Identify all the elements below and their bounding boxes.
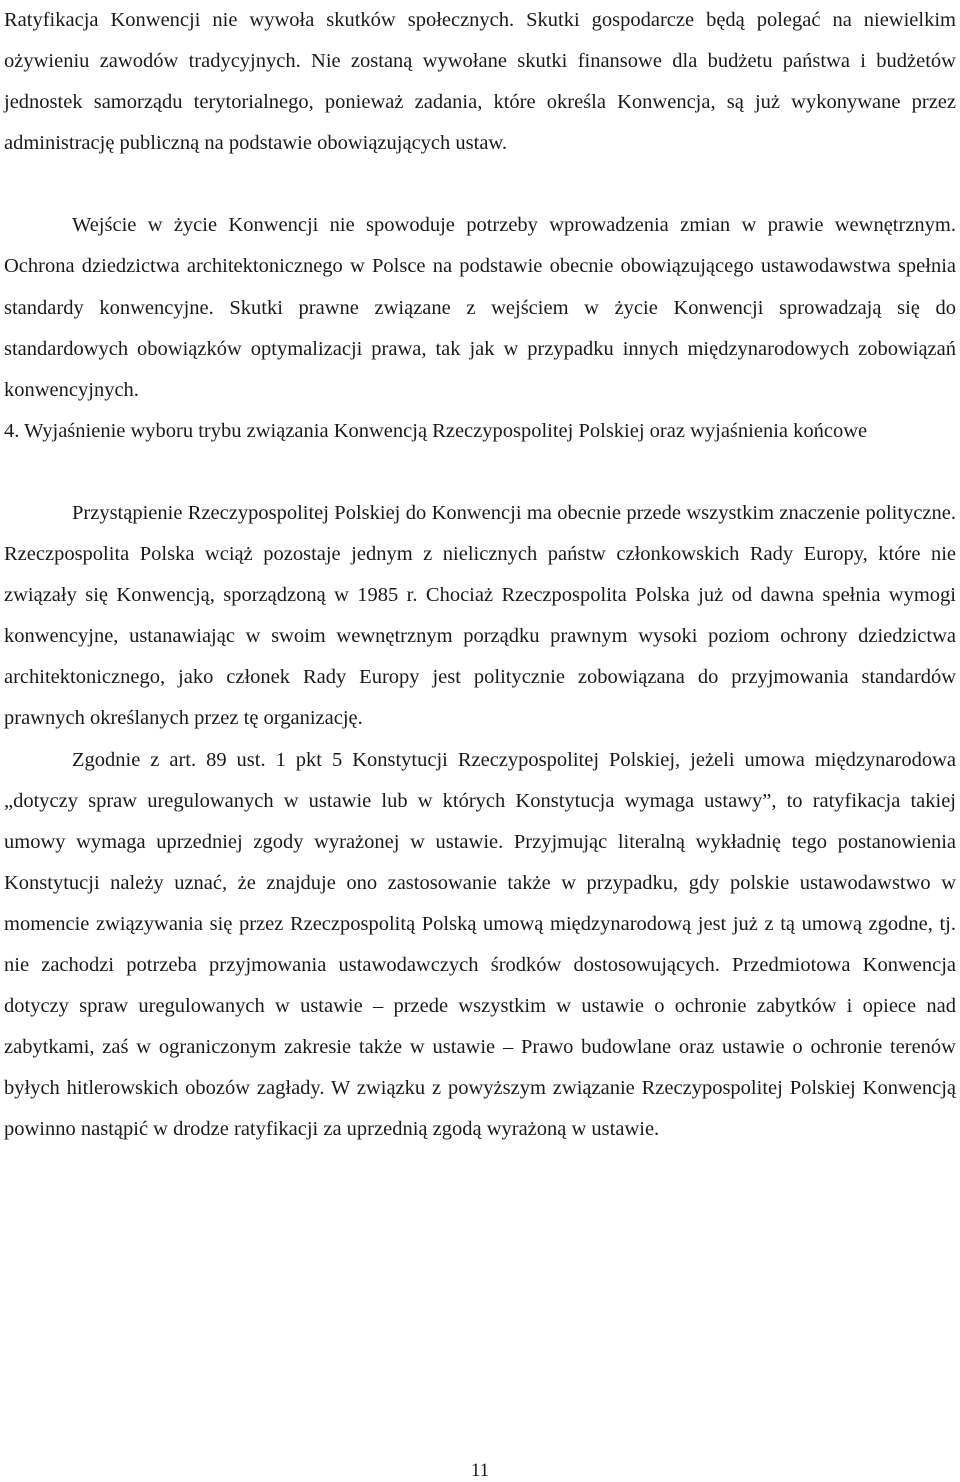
paragraph-legal-effects: Wejście w życie Konwencji nie spowoduje potrzeby wprowadzenia zmian w prawie wewnętrznym. Ochrona dziedzictwa architektonicznego w Polsce na podstawie obecnie obowiązującego ustawodawstwa spełnia standardy konwencyjne. Skutki prawne związane z wejściem w życie Konwencji sprowadzają się do standardowych obowiązków optymalizacji prawa, tak jak w przypadku innych międzynarodowych zobowiązań konwencyjnych.: [4, 214, 956, 401]
document-page: [4, 0, 956, 1150]
paragraph-social-economic-effects: Ratyfikacja Konwencji nie wywoła skutków społecznych. Skutki gospodarcze będą polegać na niewielkim ożywieniu zawodów tradycyjnych. Nie zostaną wywołane skutki finansowe dla budżetu państwa i budżetów jednostek samorządu terytorialnego, ponieważ zadania, które określa Konwencja, są już wykonywane przez administrację publiczną na podstawie obowiązujących ustaw.: [4, 9, 956, 155]
paragraph-political-significance: Przystąpienie Rzeczypospolitej Polskiej do Konwencji ma obecnie przede wszystkim znaczenie polityczne. Rzeczpospolita Polska wciąż pozostaje jednym z nielicznych państw członkowskich Rady Europy, które nie związały się Konwencją, sporządzoną w 1985 r. Chociaż Rzeczpospolita Polska już od dawna spełnia wymogi konwencyjne, ustanawiając w swoim wewnętrznym porządku prawnym wysoki poziom ochrony dziedzictwa architektonicznego, jako członek Rady Europy jest politycznie zobowiązana do przyjmowania standardów prawnych określanych przez tę organizację.: [4, 501, 956, 730]
page-number: 11: [470, 1460, 490, 1481]
section-heading: 4. Wyjaśnienie wyboru trybu związania Konwencją Rzeczypospolitej Polskiej oraz wyjaśnienia końcowe: [4, 419, 868, 442]
paragraph-constitutional-basis: Zgodnie z art. 89 ust. 1 pkt 5 Konstytucji Rzeczypospolitej Polskiej, jeżeli umowa międzynarodowa „dotyczy spraw uregulowanych w ustawie lub w których Konstytucja wymaga ustawy”, to ratyfikacja takiej umowy wymaga uprzedniej zgody wyrażonej w ustawie. Przyjmując literalną wykładnię tego postanowienia Konstytucji należy uznać, że znajduje ono zastosowanie także w przypadku, gdy polskie ustawodawstwo w momencie związywania się przez Rzeczpospolitą Polską umową międzynarodową jest już z tą umową zgodne, tj. nie zachodzi potrzeba przyjmowania ustawodawczych środków dostosowujących. Przedmiotowa Konwencja dotyczy spraw uregulowanych w ustawie – przede wszystkim w ustawie o ochronie zabytków i opiece nad zabytkami, zaś w ograniczonym zakresie także w ustawie – Prawo budowlane oraz ustawie o ochronie terenów byłych hitlerowskich obozów zagłady. W związku z powyższym związanie Rzeczypospolitej Polskiej Konwencją powinno nastąpić w drodze ratyfikacji za uprzednią zgodą wyrażoną w ustawie.: [4, 748, 956, 1141]
